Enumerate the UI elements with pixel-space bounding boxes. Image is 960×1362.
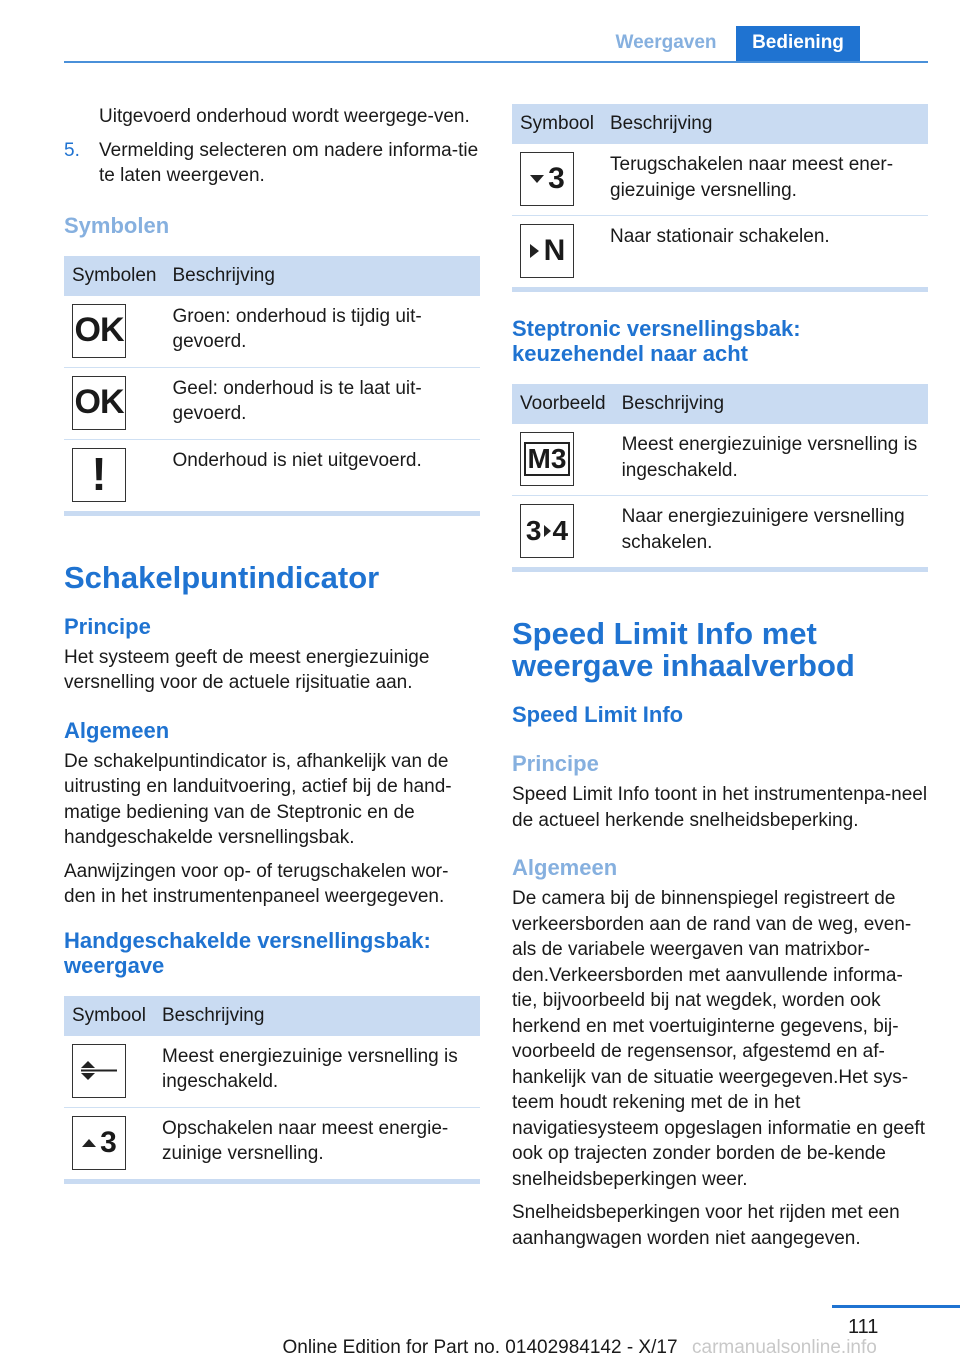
- table-row: [64, 439, 480, 511]
- header-rule: [64, 61, 928, 63]
- row-text: Meest energiezuinige versnelling is ingeschakeld.: [614, 424, 928, 496]
- col-header: Symbool: [512, 104, 602, 144]
- page-number: 111: [848, 1316, 879, 1338]
- step-number: 5.: [64, 139, 80, 161]
- downshift-3-icon: 3: [520, 152, 574, 206]
- steptronic-heading: Steptronic versnellingsbak: keuzehendel naar acht: [512, 316, 801, 366]
- footer-rule: [832, 1305, 960, 1308]
- algemeen-text-2: Snelheidsbeperkingen voor het rijden met een aanhangwagen worden niet aangegeven.: [512, 1202, 900, 1249]
- step-text: Vermelding selecteren om nadere informa-tie te laten weergeven.: [99, 139, 479, 186]
- algemeen-text-2: Aanwijzingen voor op- of terugschakelen wor-den in het instrumentenpaneel weergegeven.: [64, 860, 449, 907]
- algemeen-text-1: De schakelpuntindicator is, afhankelijk van de uitrusting en landuitvoering, actief bij de hand-matige bediening van de Steptronic en de handgeschakelde versnellingsbak.: [64, 750, 452, 848]
- intro-line: Uitgevoerd onderhoud wordt weergege-ven.: [99, 106, 470, 127]
- gear-engaged-icon: [72, 1044, 126, 1098]
- col-header: Beschrijving: [154, 996, 480, 1036]
- step-5: [64, 138, 480, 189]
- table-row: [64, 296, 480, 368]
- schakel-title: Schakelpuntindicator: [64, 559, 380, 595]
- ok-green-icon: OK: [72, 304, 126, 358]
- header-tab-bediening[interactable]: Bediening: [736, 26, 860, 62]
- m3-icon: M3: [520, 432, 574, 486]
- col-header: Beschrijving: [165, 256, 481, 296]
- col-header: Symbolen: [64, 256, 165, 296]
- table-header: [64, 256, 480, 296]
- symbolen-table: [64, 256, 480, 511]
- algemeen-heading: Algemeen: [512, 855, 618, 880]
- col-header: Voorbeeld: [512, 384, 614, 424]
- principe-text: Het systeem geeft de meest energiezuinige versnelling voor de actuele rijsituatie aan.: [64, 646, 430, 693]
- table-end-rule: [64, 1179, 480, 1184]
- col-header: Beschrijving: [602, 104, 928, 144]
- neutral-n-icon: N: [520, 224, 574, 278]
- sli-heading: Speed Limit Info: [512, 702, 684, 727]
- algemeen-text-1: De camera bij de binnenspiegel registreert de verkeersborden aan de rand van de weg, even-als de variabele weergaven van matrixbor-den.Verkeersborden met aanvullende informa-tie, bijvoorbeeld bij nat wegdek, worden ook herkend en met voertuiginterne gegevens, bij-voorbeeld de regensensor, afgestemd en af-hankelijk van de situatie weergegeven.Het sys-teem houdt rekening met de in het navigatiesysteem opgeslagen informatie en geeft ook op trajecten zonder borden de be-kende snelheidsbeperkingen weer.: [512, 888, 925, 1190]
- row-text: Terugschakelen naar meest ener-giezuinige versnelling.: [602, 144, 928, 216]
- table-header: [512, 384, 928, 424]
- shift-3-4-icon: 3 4: [520, 504, 574, 558]
- row-text: Naar energiezuinigere versnelling schakelen.: [621, 506, 905, 553]
- row-text: Onderhoud is niet uitgevoerd.: [172, 449, 422, 471]
- hand-heading: Handgeschakelde versnellingsbak: weergave: [64, 927, 431, 978]
- table-row: [512, 144, 928, 216]
- table-row: [64, 367, 480, 439]
- table-row: [64, 1036, 480, 1108]
- table-row: [64, 1107, 480, 1179]
- row-text: Naar stationair schakelen.: [610, 226, 830, 247]
- steptronic-table: [512, 384, 928, 567]
- row-text: Opschakelen naar meest energie-zuinige versnelling.: [162, 1117, 449, 1164]
- watermark: carmanualsonline.info: [692, 1337, 877, 1358]
- right-column: [512, 104, 928, 1259]
- principe-heading: Principe: [512, 751, 599, 776]
- hand-table: [64, 996, 480, 1179]
- principe-heading: Principe: [64, 613, 151, 639]
- col-header: Symbool: [64, 996, 154, 1036]
- exclamation-icon: !: [72, 448, 126, 502]
- edition-text: Online Edition for Part no. 01402984142 - X/17: [282, 1337, 678, 1358]
- principe-text: Speed Limit Info toont in het instrumentenpa-neel de actueel herkende snelheidsbeperking.: [512, 784, 928, 831]
- table-row: [512, 216, 928, 288]
- left-column: [64, 104, 480, 1184]
- header-tab-weergaven[interactable]: Weergaven: [615, 32, 717, 53]
- ok-yellow-icon: OK: [72, 376, 126, 430]
- speed-title: Speed Limit Info met weergave inhaalverbod: [512, 616, 855, 683]
- table-header: [512, 104, 928, 144]
- col-header: Beschrijving: [614, 384, 928, 424]
- upshift-3-icon: 3: [72, 1116, 126, 1170]
- algemeen-heading: Algemeen: [64, 717, 170, 743]
- symbolen-heading: Symbolen: [64, 212, 170, 238]
- shift-table: [512, 104, 928, 287]
- table-row: [512, 496, 928, 568]
- row-text: Meest energiezuinige versnelling is ingeschakeld.: [154, 1036, 480, 1108]
- table-row: [512, 424, 928, 496]
- row-text: Groen: onderhoud is tijdig uit-gevoerd.: [165, 296, 481, 368]
- table-header: [64, 996, 480, 1036]
- row-text: Geel: onderhoud is te laat uit-gevoerd.: [165, 367, 481, 439]
